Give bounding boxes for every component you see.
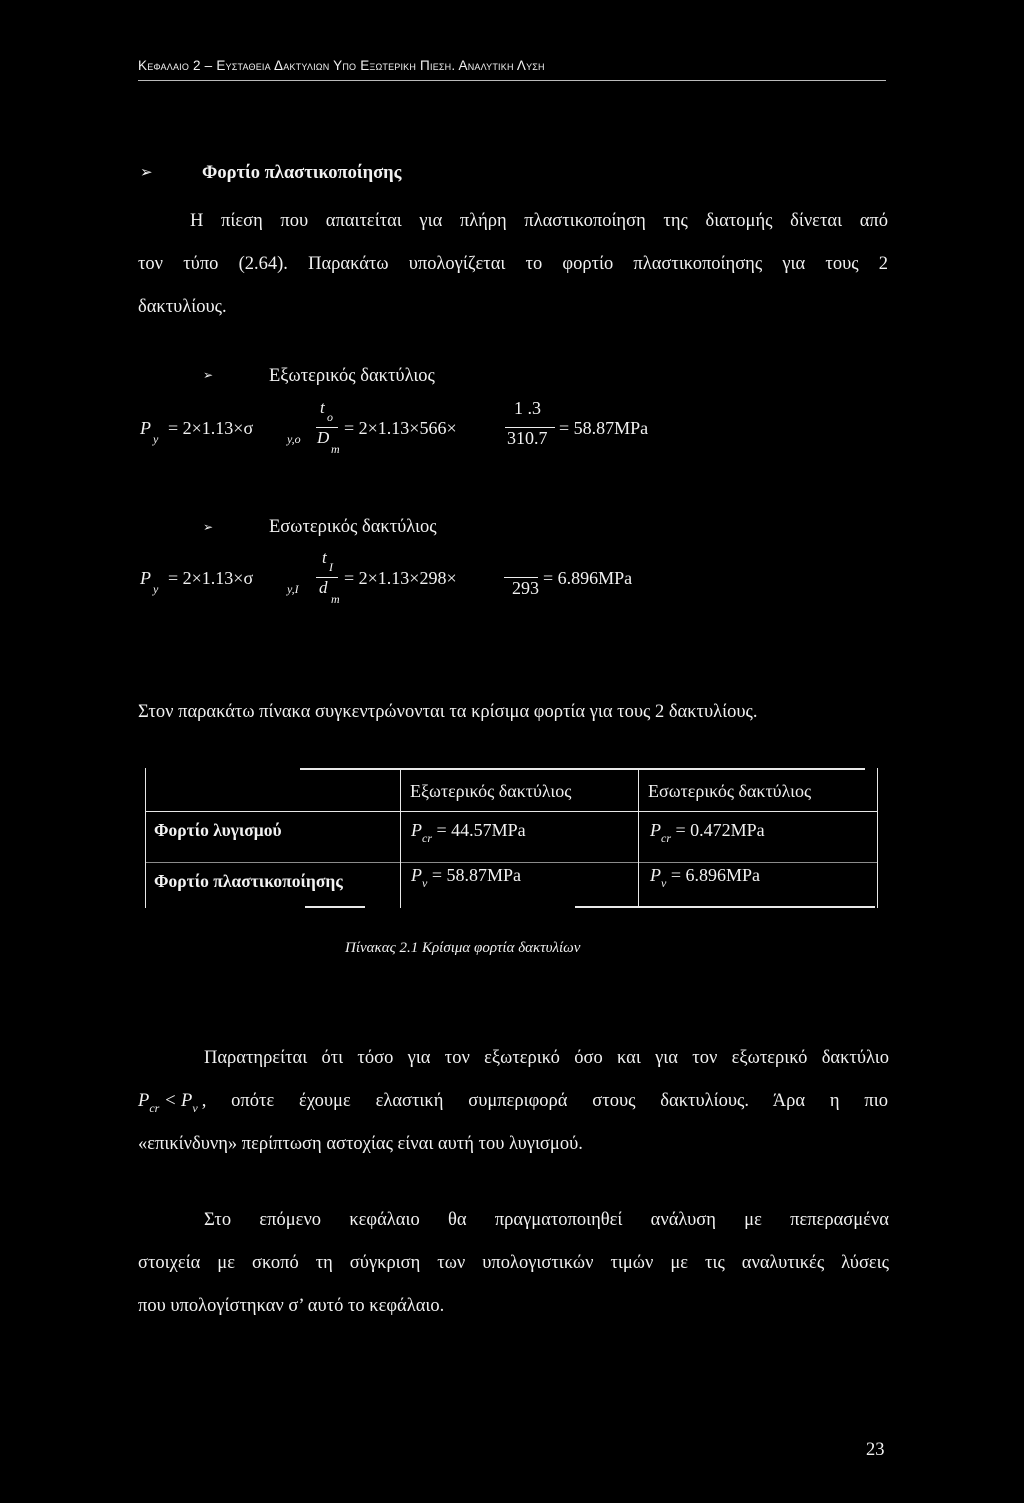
sym-lt-P: < P: [163, 1091, 193, 1111]
sub-v: v: [422, 876, 428, 890]
conclusion-line-3: «επικίνδυνη» περίπτωση αστοχίας είναι αυτή του λυγισμού.: [138, 1134, 583, 1154]
running-header: Κεφαλαιο 2 – Ευσταθεια Δακτυλιων Υπο Εξωτερικη Πιεση. Αναλυτικη Λυση: [138, 58, 545, 73]
eq-frac-den-sub: m: [331, 442, 340, 456]
value: = 44.57MPa: [436, 820, 526, 840]
col-header-outer: Εξωτερικός δακτύλιος: [410, 781, 572, 801]
col-header-inner: Εσωτερικός δακτύλιος: [648, 781, 812, 801]
eq-frac-num-sub: I: [329, 560, 333, 574]
outer-equation: [140, 398, 740, 470]
value: = 0.472MPa: [675, 820, 765, 840]
outer-ring-title: Εξωτερικός δακτύλιος: [269, 366, 435, 386]
eq-result: = 58.87MPa: [559, 418, 649, 438]
sub-cr: cr: [149, 1101, 160, 1115]
page-number: 23: [866, 1440, 885, 1460]
eq-frac-num: t: [320, 398, 325, 417]
bullet-arrow-icon: ➢: [203, 368, 214, 382]
inner-equation: [140, 548, 740, 622]
next-line-1: Στο επόμενο κεφάλαιο θα πραγματοποιηθεί ανάλυση με πεπερασμένα: [204, 1210, 889, 1230]
eq-den-val: 293: [512, 578, 539, 598]
eq-result: = 6.896MPa: [543, 568, 633, 588]
eq-num-val: 1 .3: [514, 398, 541, 418]
eq-frac-den-sub: m: [331, 592, 340, 606]
sub-v: v: [661, 876, 667, 890]
table-intro: Στον παρακάτω πίνακα συγκεντρώνονται τα κρίσιμα φορτία για τους 2 δακτυλίους.: [138, 702, 758, 722]
value: = 6.896MPa: [670, 865, 760, 885]
inner-ring-title: Εσωτερικός δακτύλιος: [269, 517, 437, 537]
sym-P: P: [411, 820, 422, 840]
eq-frac-den: d: [319, 578, 328, 597]
eq-lhs: = 2×1.13×σ: [168, 418, 254, 438]
bullet-arrow-icon: ➢: [203, 520, 214, 534]
row-label-buckling: Φορτίο λυγισμού: [154, 820, 282, 840]
bullet-arrow-icon: ➢: [140, 163, 153, 181]
cell-plastic-inner: [650, 865, 760, 890]
eq-P: P: [140, 568, 151, 588]
eq-mid: = 2×1.13×298×: [344, 568, 457, 588]
eq-frac-num-sub: o: [327, 410, 333, 424]
cell-buckling-outer: [411, 820, 526, 845]
sub-cr: cr: [661, 831, 671, 845]
intro-line-1: Η πίεση που απαιτείται για πλήρη πλαστικοποίηση της διατομής δίνεται από: [190, 211, 888, 231]
eq-P-sub: y: [153, 582, 159, 596]
eq-sigma-sub: y,I: [287, 582, 299, 596]
sub-cr: cr: [422, 831, 432, 845]
loads-table: [145, 768, 879, 908]
cell-buckling-inner: [650, 820, 765, 845]
eq-lhs: = 2×1.13×σ: [168, 568, 254, 588]
row-label-plastic: Φορτίο πλαστικοποίησης: [154, 871, 343, 891]
eq-P-sub: y: [153, 432, 159, 446]
cell-plastic-outer: [411, 865, 521, 890]
sym-P: P: [650, 820, 661, 840]
intro-line-2: τον τύπο (2.64). Παρακάτω υπολογίζεται το φορτίο πλαστικοποίησης για τους 2: [138, 254, 888, 274]
sym-P: P: [411, 865, 422, 885]
sym-P: P: [138, 1091, 150, 1111]
conclusion-line-1: Παρατηρείται ότι τόσο για τον εξωτερικό όσο και για τον εξωτερικό δακτύλιο: [204, 1048, 889, 1068]
eq-mid: = 2×1.13×566×: [344, 418, 457, 438]
eq-P: P: [140, 418, 151, 438]
eq-frac-num: t: [322, 548, 327, 567]
header-rule: [138, 80, 886, 81]
eq-sigma-sub: y,o: [287, 432, 301, 446]
table-caption: Πίνακας 2.1 Κρίσιμα φορτία δακτυλίων: [345, 940, 581, 956]
conclusion-line-2: [138, 1085, 888, 1118]
value: = 58.87MPa: [431, 865, 521, 885]
section-title: Φορτίο πλαστικοποίησης: [202, 163, 402, 183]
eq-den-val: 310.7: [507, 428, 548, 448]
next-line-2: στοιχεία με σκοπό τη σύγκριση των υπολογιστικών τιμών με τις αναλυτικές λύσεις: [138, 1253, 889, 1273]
sym-P: P: [650, 865, 661, 885]
conclusion-line-2-text: , οπότε έχουμε ελαστική συμπεριφορά στους δακτυλίους. Άρα η πιο: [201, 1091, 888, 1111]
intro-line-3: δακτυλίους.: [138, 297, 227, 317]
eq-frac-den: D: [317, 428, 330, 447]
sub-v: v: [192, 1101, 198, 1115]
next-line-3: που υπολογίστηκαν σ’ αυτό το κεφάλαιο.: [138, 1296, 445, 1316]
